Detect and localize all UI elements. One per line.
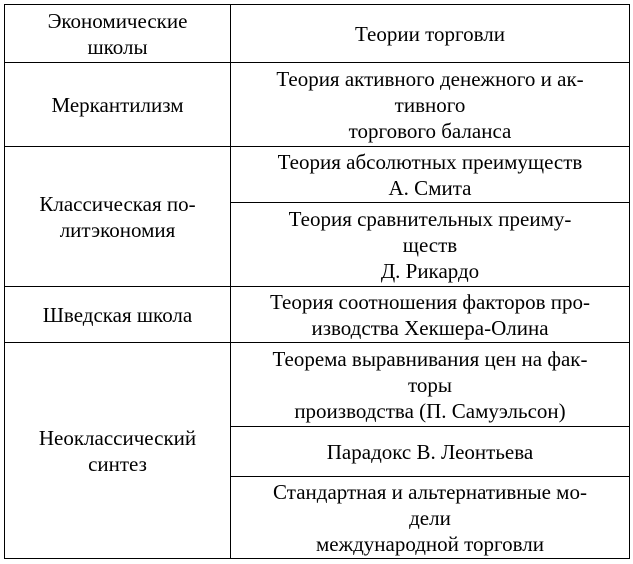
theory-line: Теория соотношения факторов про- bbox=[270, 289, 590, 314]
school-line: литэкономия bbox=[59, 217, 176, 242]
school-cell bbox=[5, 343, 231, 559]
header-schools-line2: школы bbox=[87, 34, 148, 59]
theory-line: Д. Рикардо bbox=[380, 258, 480, 283]
theory-cell bbox=[231, 147, 630, 203]
theory-line: ществ bbox=[402, 232, 458, 257]
theory-line: изводства Хекшера-Олина bbox=[311, 315, 549, 340]
theory-cell bbox=[231, 287, 630, 343]
theory-line: А. Смита bbox=[388, 175, 472, 200]
theory-line: торгового баланса bbox=[348, 118, 512, 143]
school-line: Меркантилизм bbox=[51, 92, 184, 117]
school-cell bbox=[5, 287, 231, 343]
theory-line: Парадокс В. Леонтьева bbox=[326, 439, 534, 464]
table-row bbox=[5, 63, 630, 147]
school-line: Классическая по- bbox=[39, 191, 196, 216]
theory-line: тивного bbox=[394, 92, 466, 117]
theory-line: производства (П. Самуэльсон) bbox=[294, 398, 566, 423]
header-schools-line1: Экономические bbox=[47, 8, 188, 33]
theory-line: Теория активного денежного и ак- bbox=[276, 66, 584, 91]
theory-line: дели bbox=[409, 505, 451, 530]
table-row bbox=[5, 287, 630, 343]
table-row bbox=[5, 147, 630, 203]
theory-cell bbox=[231, 203, 630, 287]
table-row bbox=[5, 343, 630, 427]
theory-cell bbox=[231, 63, 630, 147]
theory-line: международной торговли bbox=[315, 531, 545, 556]
school-cell bbox=[5, 147, 231, 287]
header-schools bbox=[5, 5, 231, 63]
school-cell bbox=[5, 63, 231, 147]
theory-line: Стандартная и альтернативные мо- bbox=[273, 479, 587, 504]
school-line: синтез bbox=[88, 451, 147, 476]
header-theories-label: Теории торговли bbox=[355, 21, 505, 46]
theory-cell bbox=[231, 477, 630, 559]
school-line: Неоклассический bbox=[38, 425, 197, 450]
school-line: Шведская школа bbox=[42, 302, 193, 327]
header-row bbox=[5, 5, 630, 63]
header-theories bbox=[231, 5, 630, 63]
trade-theories-table bbox=[4, 4, 630, 559]
theory-line: Теория сравнительных преиму- bbox=[288, 206, 572, 231]
theory-line: торы bbox=[407, 372, 452, 397]
theory-cell bbox=[231, 427, 630, 477]
theory-cell bbox=[231, 343, 630, 427]
theory-line: Теорема выравнивания цен на фак- bbox=[272, 346, 588, 371]
theory-line: Теория абсолютных преимуществ bbox=[277, 149, 583, 174]
